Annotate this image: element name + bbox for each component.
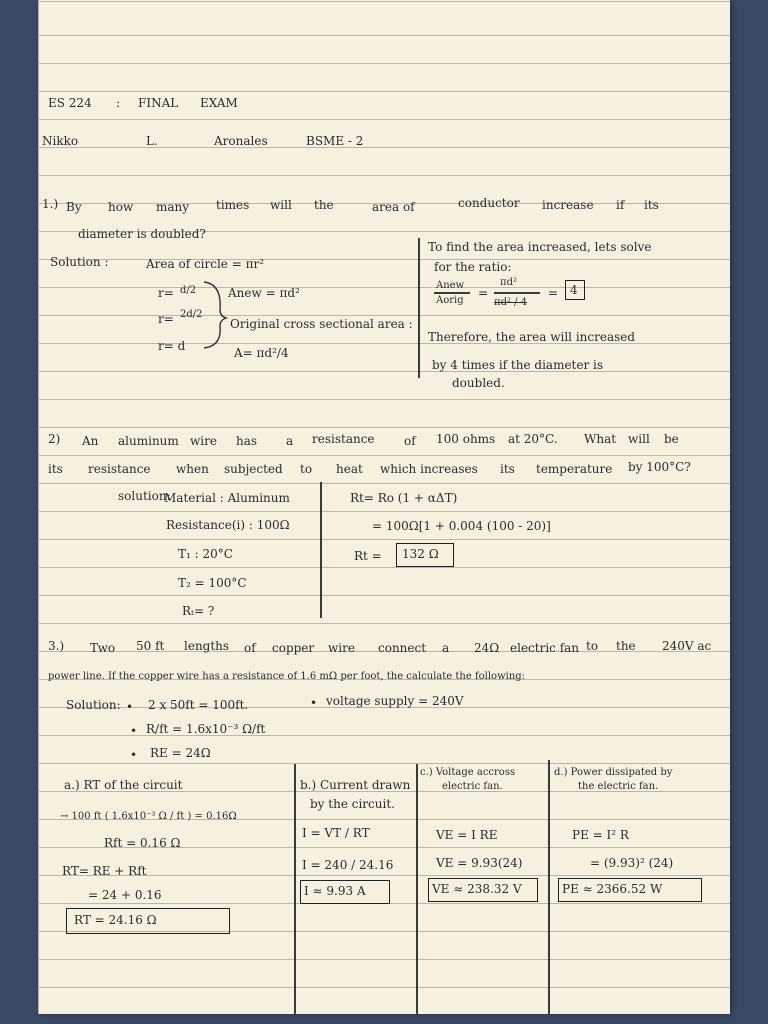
q2-formula: Rt= Ro (1 + αΔT) [350, 491, 458, 505]
q3-word: electric fan [510, 641, 580, 655]
q1-word: times [216, 198, 250, 212]
q3-bullet-re: RE = 24Ω [150, 746, 211, 760]
q2-word: will [628, 432, 650, 446]
bullet: • [130, 724, 138, 738]
q3d-title-1: d.) Power dissipated by [554, 767, 673, 778]
q2-number: 2) [48, 432, 61, 446]
q3c-title-2: electric fan. [442, 781, 503, 792]
q3d-formula-1: PE = I² R [572, 828, 629, 842]
q2-result-label: Rt = [354, 549, 382, 563]
q2-word: temperature [536, 462, 613, 476]
q2-word: subjected [224, 462, 283, 476]
q1-word: many [156, 200, 190, 214]
q1-ratio-lhs-top: Anew [436, 280, 465, 291]
q3-bullet-voltage: voltage supply = 240V [326, 694, 464, 708]
q2-rt-unknown: Rₜ= ? [182, 604, 215, 618]
q2-t1: T₁ : 20°C [178, 547, 233, 561]
bullet: • [126, 700, 134, 714]
q3a-rft: Rft = 0.16 Ω [104, 836, 181, 850]
q2-word: of [404, 434, 416, 448]
q2-word: heat [336, 462, 363, 476]
q2-word: What [584, 432, 617, 446]
q1-by-line: by 4 times if the diameter is [432, 358, 604, 372]
q3c-title-1: c.) Voltage accross [420, 767, 516, 778]
q1-r3: r= d [158, 339, 186, 353]
q1-r2: r= [158, 312, 174, 326]
q3-divider-a [294, 764, 296, 1014]
q3a-sum: = 24 + 0.16 [88, 888, 162, 902]
student-section: BSME - 2 [306, 134, 364, 148]
q1-word: if [616, 198, 625, 212]
q3-word: to [586, 639, 599, 653]
q1-ratio-equals: = [478, 286, 489, 300]
q3c-answer: VE ≈ 238.32 V [432, 882, 522, 896]
q2-word: An [82, 434, 99, 448]
q2-word: by 100°C? [628, 460, 691, 474]
q3-bullet-length: 2 x 50ft = 100ft. [148, 698, 249, 712]
bullet: • [310, 696, 318, 710]
q2-word: at 20°C. [508, 432, 558, 446]
q1-original-area: Original cross sectional area : [230, 317, 413, 331]
q2-word: wire [190, 434, 217, 448]
q1-number: 1.) [42, 197, 59, 211]
q2-word: its [48, 462, 63, 476]
q1-solution-label: Solution : [50, 255, 109, 269]
q2-word: which increases [380, 462, 478, 476]
q3b-title-2: by the circuit. [310, 797, 395, 811]
q3b-answer: I ≈ 9.93 A [304, 884, 366, 898]
q1-line2: diameter is doubled? [78, 227, 206, 241]
q1-ratio-top: πd² [500, 277, 517, 288]
margin-line [38, 0, 39, 1014]
brace-mark [202, 280, 228, 350]
q3a-answer: RT = 24.16 Ω [74, 913, 157, 927]
exam-word-exam: EXAM [200, 96, 238, 110]
q3-word: connect [378, 641, 427, 655]
q1-ratio-lhs-bottom: Aorig [436, 295, 464, 306]
q1-ratio-bar [494, 292, 540, 294]
q3-line2: power line. If the copper wire has a resistance of 1.6 mΩ per foot, the calculate the following: [48, 671, 526, 682]
course-code: ES 224 [48, 96, 92, 110]
q3-word: the [616, 639, 636, 653]
q1-word: the [314, 198, 334, 212]
q2-divider [320, 482, 322, 618]
q3-word: copper [272, 641, 315, 655]
q2-result: 132 Ω [402, 547, 439, 561]
q1-word: increase [542, 198, 594, 212]
q1-anew: Anew = πd² [228, 286, 300, 300]
q2-solution-label: solution: [118, 489, 171, 503]
q3-word: a [442, 641, 450, 655]
student-first-name: Nikko [42, 134, 79, 148]
q1-word: By [66, 200, 82, 214]
q1-r1-frac: d/2 [180, 285, 197, 296]
q2-word: aluminum [118, 434, 179, 448]
q2-substitution: = 100Ω[1 + 0.004 (100 - 20)] [372, 519, 551, 533]
exam-word-final: FINAL [138, 96, 179, 110]
q2-word: 100 ohms [436, 432, 496, 446]
header-colon: : [116, 96, 121, 110]
q2-word: resistance [312, 432, 375, 446]
q3a-calc: → 100 ft ( 1.6x10⁻³ Ω / ft ) = 0.16Ω [60, 811, 237, 822]
notebook-page [38, 0, 730, 1014]
q1-r2-frac: 2d/2 [180, 309, 203, 320]
q1-word: how [108, 200, 134, 214]
q1-right-line2: for the ratio: [434, 260, 512, 274]
q1-word: area of [372, 200, 415, 214]
bullet: • [130, 748, 138, 762]
q1-word: conductor [458, 196, 520, 210]
q3-divider-c [548, 760, 550, 1014]
q3c-formula-1: VE = I RE [436, 828, 498, 842]
q1-ratio-answer: 4 [570, 283, 578, 297]
q1-a-original: A= πd²/4 [234, 346, 289, 360]
q1-r1: r= [158, 286, 174, 300]
q2-word: has [236, 434, 258, 448]
q2-word: be [664, 432, 679, 446]
q3-word: of [244, 641, 256, 655]
q1-doubled: doubled. [452, 376, 505, 390]
q3b-formula-2: I = 240 / 24.16 [302, 858, 394, 872]
q3c-formula-2: VE = 9.93(24) [436, 856, 523, 870]
q2-material: Material : Aluminum [164, 491, 290, 505]
q3b-title-1: b.) Current drawn [300, 778, 411, 792]
student-middle-initial: L. [146, 134, 158, 148]
q3-word: lengths [184, 639, 230, 653]
q3d-formula-2: = (9.93)² (24) [590, 856, 674, 870]
q3-divider-b [416, 764, 418, 1014]
q2-word: its [500, 462, 515, 476]
student-last-name: Aronales [214, 134, 268, 148]
q1-therefore: Therefore, the area will increased [428, 330, 636, 344]
q3-word: Two [90, 641, 116, 655]
q3-number: 3.) [48, 639, 65, 653]
q3-word: wire [328, 641, 355, 655]
q3a-title: a.) RT of the circuit [64, 778, 183, 792]
q3-solution-label: Solution: [66, 698, 121, 712]
q1-area-circle: Area of circle = πr² [146, 257, 265, 271]
q2-word: to [300, 462, 313, 476]
q3b-formula-1: I = VT / RT [302, 826, 370, 840]
q2-word: resistance [88, 462, 151, 476]
q2-t2: T₂ = 100°C [178, 576, 247, 590]
q3-word: 50 ft [136, 639, 165, 653]
q3d-answer: PE ≈ 2366.52 W [562, 882, 663, 896]
q3-bullet-resistivity: R/ft = 1.6x10⁻³ Ω/ft [146, 722, 266, 736]
q2-word: a [286, 434, 294, 448]
q1-divider [418, 238, 420, 378]
q1-right-line1: To find the area increased, lets solve [428, 240, 652, 254]
q1-ratio-equals-2: = [548, 286, 559, 300]
q3-word: 240V ac [662, 639, 712, 653]
q1-word: its [644, 198, 659, 212]
q3d-title-2: the electric fan. [578, 781, 659, 792]
q3-word: 24Ω [474, 641, 500, 655]
q1-word: will [270, 198, 292, 212]
q2-resistance: Resistance(i) : 100Ω [166, 518, 290, 532]
q2-word: when [176, 462, 209, 476]
q1-ratio-bottom: πd² / 4 [494, 297, 528, 308]
q3a-rt: RT= RE + Rft [62, 864, 147, 878]
